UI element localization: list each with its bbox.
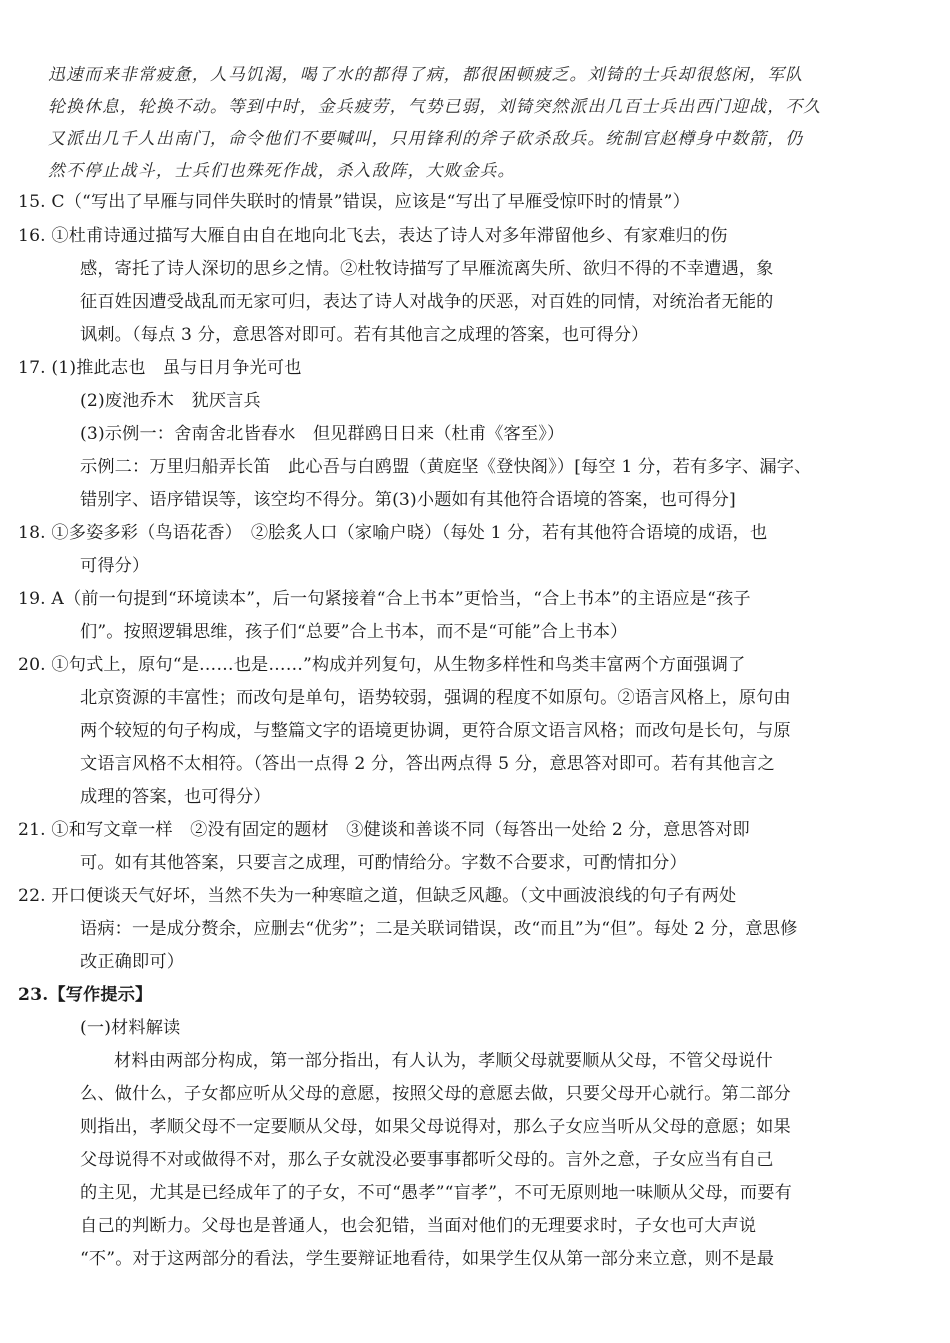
text-line: 的主见，尤其是已经成年了的子女，不可“愚孝”“盲孝”，不可无原则地一味顺从父母，而要有 (80, 1183, 792, 1203)
text-line: 21. ①和写文章一样 ②没有固定的题材 ③健谈和善谈不同（每答出一处给 2 分，意思答对即 (18, 820, 750, 840)
text-line: 征百姓因遭受战乱而无家可归，表达了诗人对战争的厌恶，对百姓的同情，对统治者无能的 (80, 292, 774, 312)
text-line: 15. C（“写出了早雁与同伴失联时的情景”错误，应该是“写出了早雁受惊吓时的情景”） (18, 192, 690, 212)
text-line: 么、做什么，子女都应听从父母的意愿，按照父母的意愿去做，只要父母开心就行。第二部分 (80, 1084, 791, 1104)
text-line: 20. ①句式上，原句“是……也是……”构成并列复句，从生物多样性和鸟类丰富两个方面强调了 (18, 655, 746, 675)
text-line: 改正确即可） (80, 952, 185, 972)
text-line: 然不停止战斗，士兵们也殊死作战，杀入敌阵，大败金兵。 (48, 160, 516, 180)
text-line: 感，寄托了诗人深切的思乡之情。②杜牧诗描写了早雁流离失所、欲归不得的不幸遭遇，象 (80, 259, 774, 279)
text-line: 语病：一是成分赘余，应删去“优劣”；二是关联词错误，改“而且”为“但”。每处 2 分，意思修 (80, 919, 798, 939)
text-line: 自己的判断力。父母也是普通人，也会犯错，当面对他们的无理要求时，子女也可大声说 (80, 1216, 757, 1236)
text-line: 们”。按照逻辑思维，孩子们“总要”合上书本，而不是“可能”合上书本） (80, 622, 628, 642)
text-line: 则指出，孝顺父母不一定要顺从父母，如果父母说得对，那么子女应当听从父母的意愿；如果 (80, 1117, 791, 1137)
text-line: 又派出几千人出南门，命令他们不要喊叫，只用锋利的斧子砍杀敌兵。统制官赵樽身中数箭，仍 (48, 128, 804, 148)
text-line: 成理的答案，也可得分） (80, 787, 271, 807)
text-line: “不”。对于这两部分的看法，学生要辩证地看待，如果学生仅从第一部分来立意，则不是最 (80, 1249, 775, 1269)
text-line: 父母说得不对或做得不对，那么子女就没必要事事都听父母的。言外之意，子女应当有自己 (80, 1150, 774, 1170)
text-line: 两个较短的句子构成，与整篇文字的语境更协调，更符合原文语言风格；而改句是长句，与原 (80, 721, 791, 741)
text-line: 文语言风格不太相符。（答出一点得 2 分，答出两点得 5 分，意思答对即可。若有其他言之 (80, 754, 775, 774)
text-line: 18. ①多姿多彩（鸟语花香） ②脍炙人口（家喻户晓）（每处 1 分，若有其他符合语境的成语，也 (18, 523, 768, 543)
text-line: 可。如有其他答案，只要言之成理，可酌情给分。字数不合要求，可酌情扣分） (80, 853, 687, 873)
text-line: 可得分） (80, 556, 150, 576)
text-line: 22. 开口便谈天气好坏，当然不失为一种寒暄之道，但缺乏风趣。（文中画波浪线的句子有两处 (18, 886, 737, 906)
text-line: (一)材料解读 (80, 1018, 181, 1038)
text-line: (3)示例一：舍南舍北皆春水 但见群鸥日日来（杜甫《客至》） (80, 424, 565, 444)
text-line: 17. (1)推此志也 虽与日月争光可也 (18, 358, 302, 378)
text-line: 材料由两部分构成，第一部分指出，有人认为，孝顺父母就要顺从父母，不管父母说什 (114, 1051, 773, 1071)
text-line: 19. A（前一句提到“环境读本”，后一句紧接着“合上书本”更恰当，“合上书本”的主语应是“孩子 (18, 589, 751, 609)
text-line: 轮换休息，轮换不动。等到中时，金兵疲劳，气势已弱，刘锜突然派出几百士兵出西门迎战，不久 (48, 96, 822, 116)
text-line: 23.【写作提示】 (18, 985, 153, 1005)
text-line: 示例二：万里归船弄长笛 此心吾与白鸥盟（黄庭坚《登快阁》）[每空 1 分，若有多字、漏字、 (80, 457, 812, 477)
text-line: (2)废池乔木 犹厌言兵 (80, 391, 261, 411)
text-line: 讽刺。（每点 3 分，意思答对即可。若有其他言之成理的答案，也可得分） (80, 325, 649, 345)
text-line: 16. ①杜甫诗通过描写大雁自由自在地向北飞去，表达了诗人对多年滞留他乡、有家难归的伤 (18, 226, 728, 246)
text-line: 北京资源的丰富性；而改句是单句，语势较弱，强调的程度不如原句。②语言风格上，原句由 (80, 688, 791, 708)
text-line: 错别字、语序错误等，该空均不得分。第(3)小题如有其他符合语境的答案，也可得分] (80, 490, 736, 510)
text-line: 迅速而来非常疲惫，人马饥渴，喝了水的都得了病，都很困顿疲乏。刘锜的士兵却很悠闲，军队 (48, 64, 804, 84)
